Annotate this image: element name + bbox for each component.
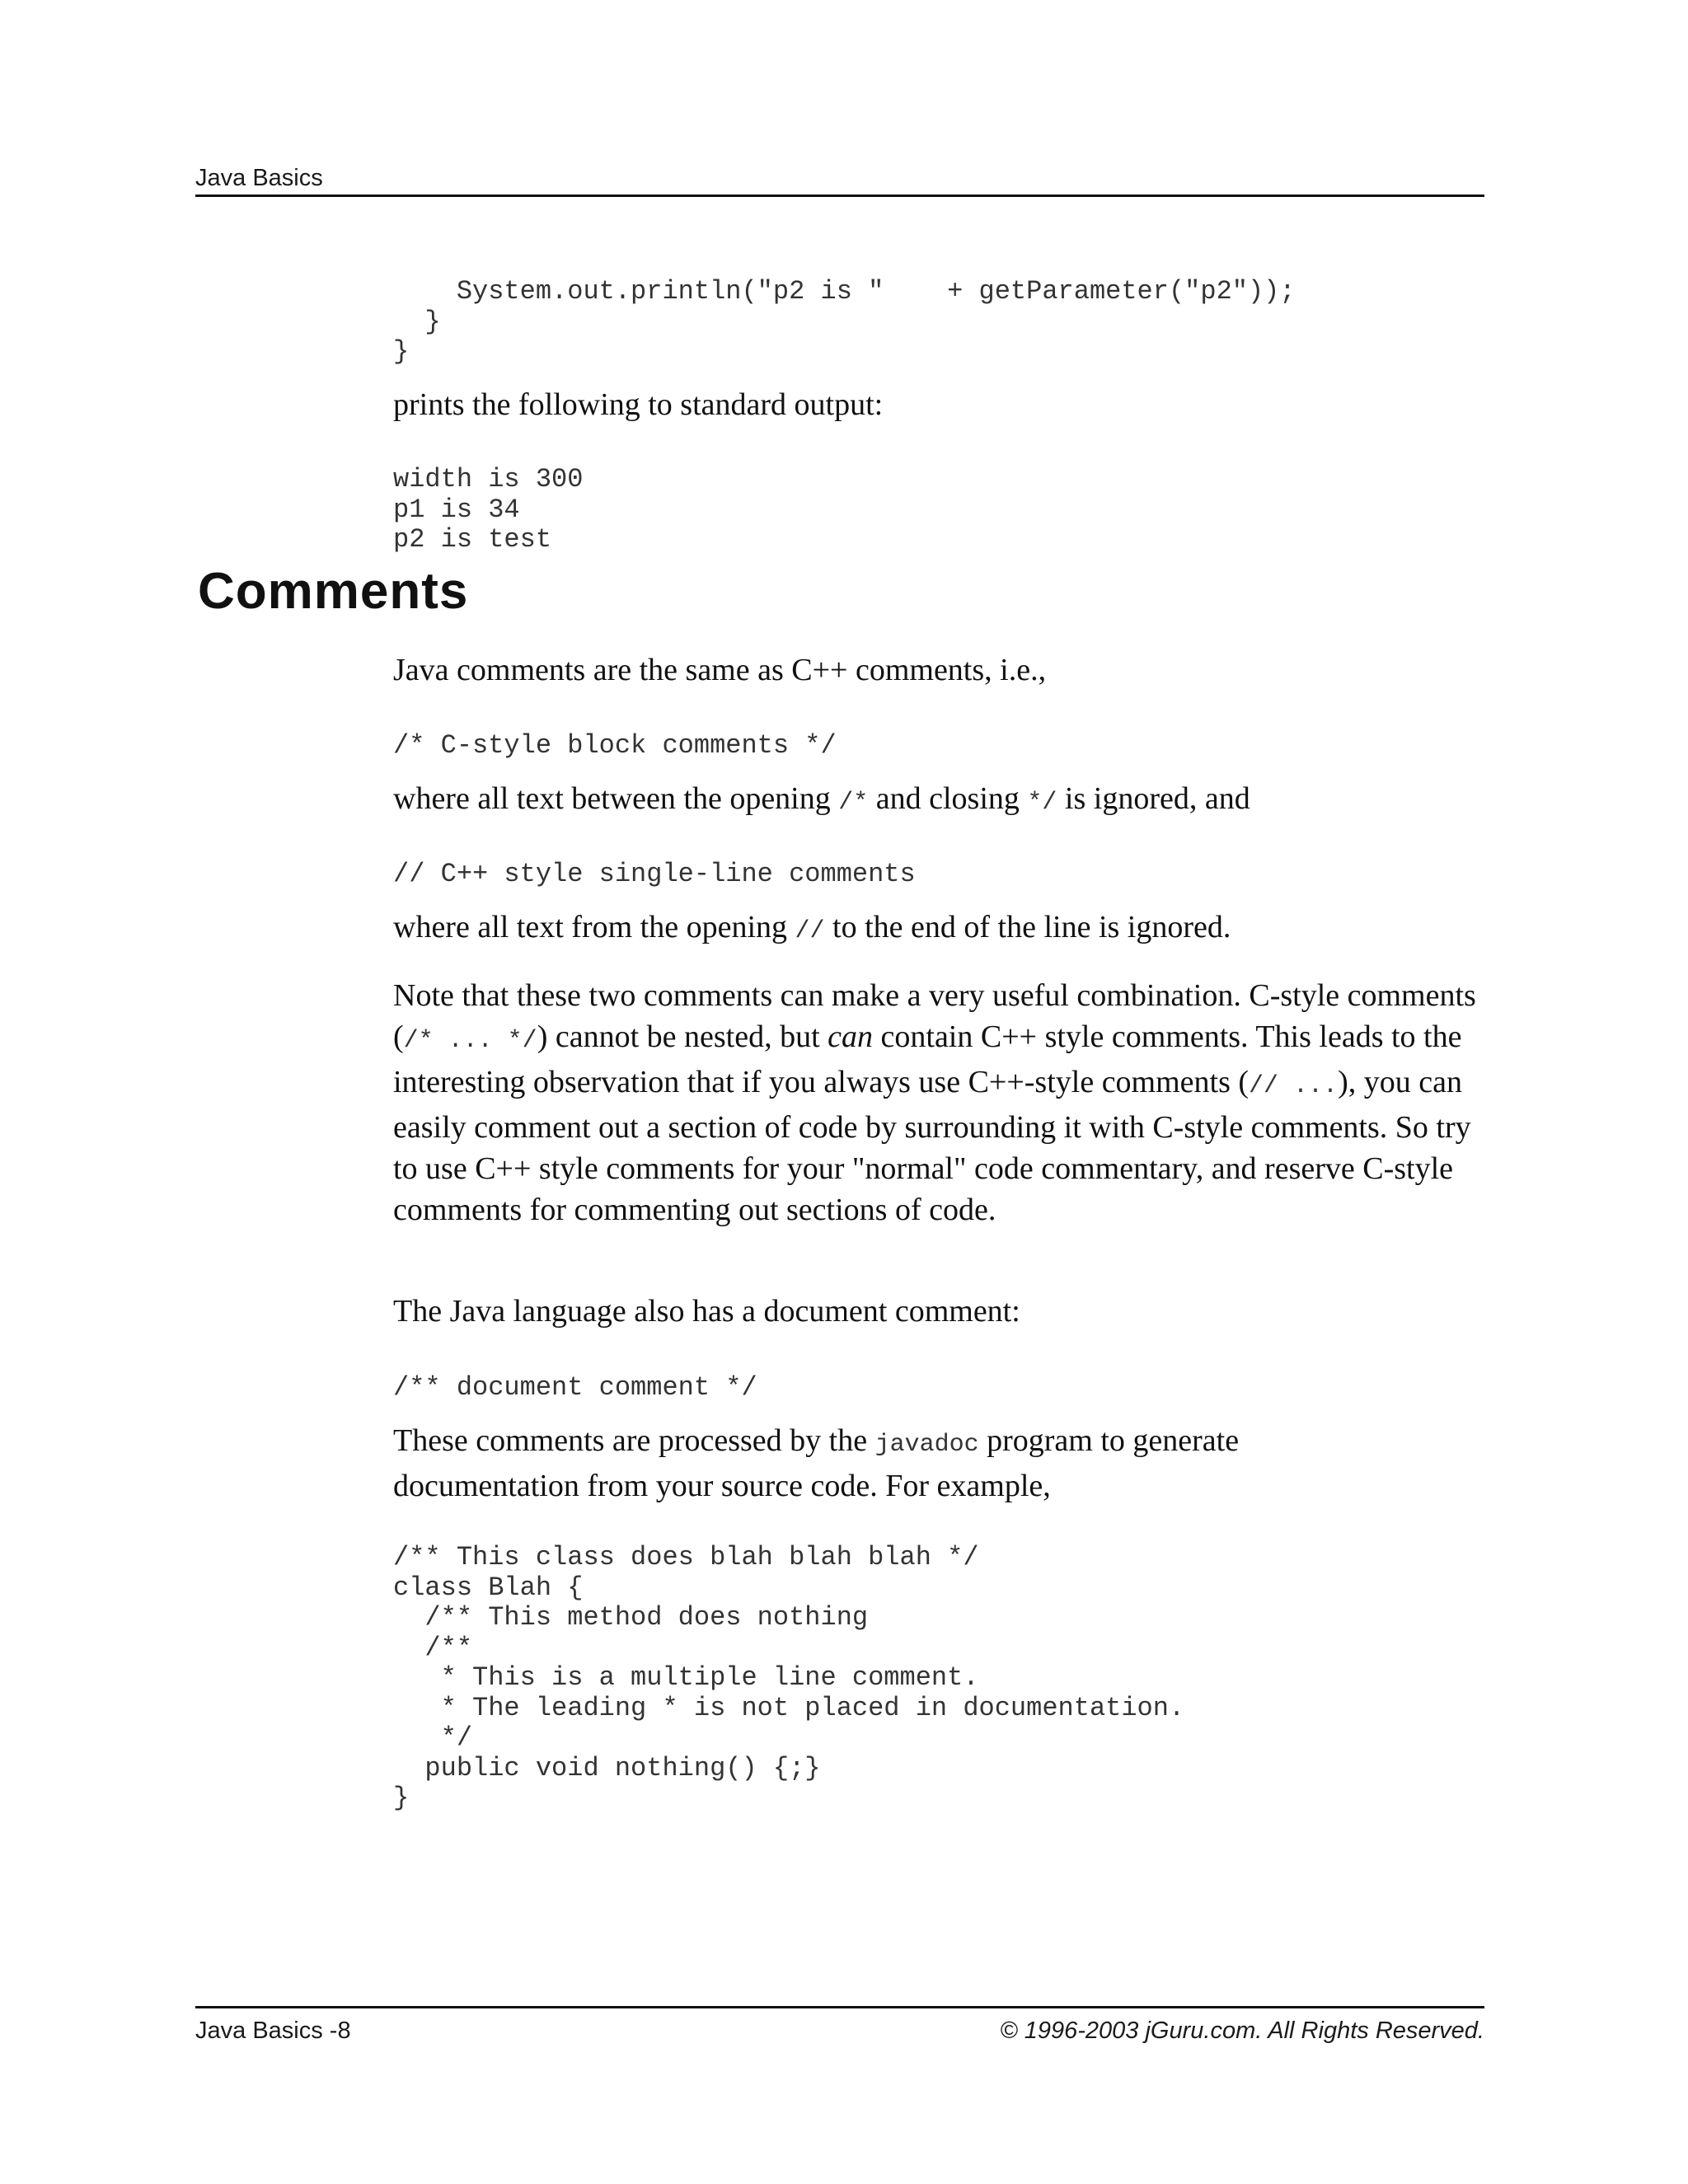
text-span: where all text between the opening	[393, 781, 839, 816]
text-span: These comments are processed by the	[393, 1423, 875, 1458]
footer-page-label: Java Basics -8	[195, 2018, 351, 2044]
block-comment-explanation	[393, 778, 1250, 823]
code-line: /**	[393, 1632, 473, 1663]
header-title: Java Basics	[195, 165, 323, 191]
code-line: * The leading * is not placed in documentation.	[393, 1692, 1185, 1723]
example-code-block	[393, 1543, 1184, 1814]
code-line: width is 300	[393, 464, 584, 494]
inline-code: /* ... */	[403, 1027, 537, 1055]
inline-code: /*	[838, 789, 869, 817]
text-span: Note that these two comments can make a very useful combination. C-style comments (	[393, 978, 1476, 1054]
emphasis: can	[828, 1019, 874, 1054]
code-line: System.out.println("p2 is " + getParameter("p2"));	[393, 276, 1296, 307]
line-comment-code: // C++ style single-line comments	[393, 859, 916, 889]
header-rule	[195, 194, 1484, 197]
output-code-block	[393, 465, 583, 555]
code-line: /** This method does nothing	[393, 1602, 869, 1633]
text-span: ), you can easily comment out a section of code by surrounding it with C-style comments. So try to use C++ style comments for your "normal" code commentary, and reserve C-style comments for commenting out sections of code.	[393, 1065, 1471, 1227]
text-span: and closing	[868, 781, 1028, 816]
footer-rule	[195, 2006, 1484, 2008]
code-line: p2 is test	[393, 524, 552, 555]
code-line: }	[393, 336, 410, 367]
inline-code: // ...	[1249, 1072, 1339, 1100]
code-line: p1 is 34	[393, 494, 520, 525]
note-paragraph	[393, 975, 1485, 1230]
code-line: }	[393, 1783, 410, 1813]
code-line: /** This class does blah blah blah */	[393, 1542, 979, 1572]
javadoc-paragraph	[393, 1420, 1382, 1507]
prints-text: prints the following to standard output:	[393, 387, 884, 422]
top-code-block	[393, 277, 1296, 368]
inline-code: */	[1027, 789, 1057, 817]
footer-copyright: © 1996-2003 jGuru.com. All Rights Reserved.	[1000, 2018, 1484, 2044]
code-line: */	[393, 1722, 473, 1753]
doc-comment-code: /** document comment */	[393, 1372, 757, 1403]
block-comment-code: /* C-style block comments */	[393, 730, 837, 761]
section-heading: Comments	[198, 563, 469, 620]
doc-comment-intro: The Java language also has a document comment:	[393, 1294, 1020, 1329]
text-span: program to generate documentation from your source code. For example,	[393, 1423, 1240, 1503]
page-header	[195, 163, 1484, 193]
line-comment-explanation	[393, 907, 1231, 952]
text-span: contain C++ style comments. This leads to the interesting observation that if you always use C++-style comments (	[393, 1019, 1462, 1099]
code-line: }	[393, 306, 441, 337]
code-line: class Blah {	[393, 1572, 584, 1603]
intro-text: Java comments are the same as C++ comments, i.e.,	[393, 653, 1047, 687]
inline-code: javadoc	[874, 1431, 979, 1459]
code-line: * This is a multiple line comment.	[393, 1662, 979, 1693]
text-span: to the end of the line is ignored.	[824, 910, 1231, 944]
code-line: public void nothing() {;}	[393, 1752, 821, 1783]
text-span: ) cannot be nested, but	[537, 1019, 828, 1054]
inline-code: //	[795, 917, 825, 945]
text-span: is ignored, and	[1057, 781, 1250, 816]
text-span: where all text from the opening	[393, 910, 795, 944]
